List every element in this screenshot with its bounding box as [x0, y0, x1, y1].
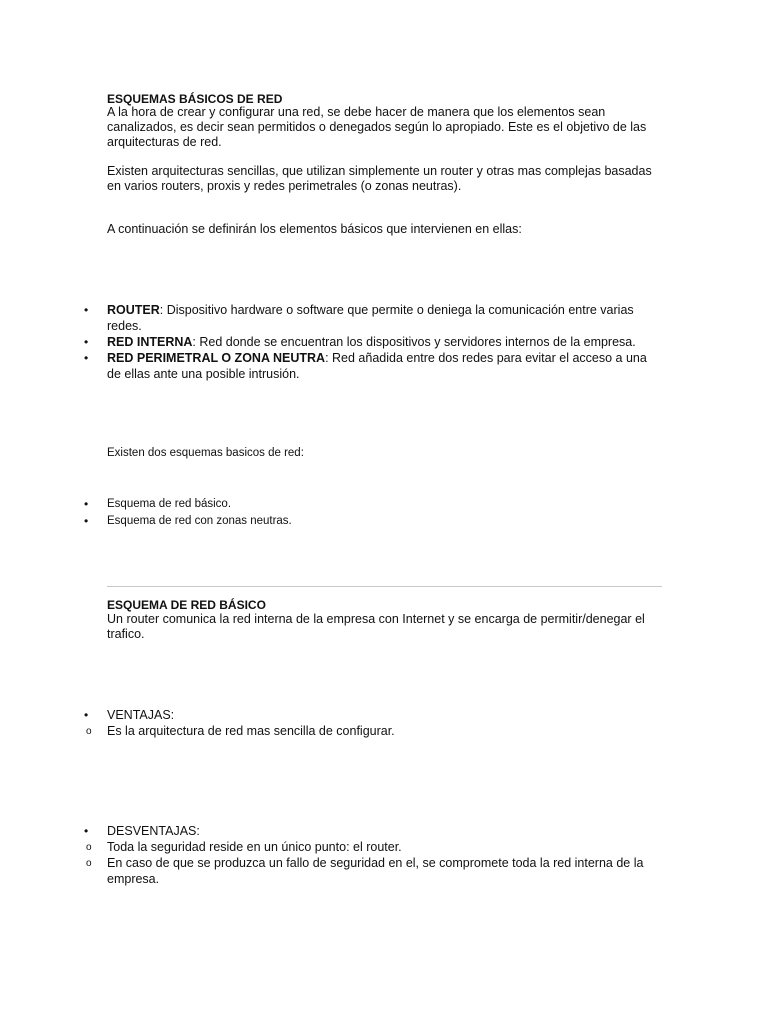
list-item: o Toda la seguridad reside en un único punto: el router.	[86, 840, 402, 854]
bullet-icon: •	[84, 824, 89, 838]
list-item: o Es la arquitectura de red mas sencilla de configurar.	[86, 724, 395, 738]
definition-item	[0, 302, 652, 334]
definition-text: : Dispositivo hardware o software que permite o deniega la comunicación entre varias redes.	[107, 303, 634, 333]
definition-item	[0, 334, 652, 350]
circle-bullet-icon: o	[86, 842, 92, 853]
list-item	[0, 823, 652, 839]
intro-paragraph: A la hora de crear y configurar una red, se debe hacer de manera que los elementos sean canalizados, es decir sean permitidos o denegados según lo apropiado. Este es el objetivo de las arquitecturas de red.	[107, 105, 647, 149]
schemes-list	[0, 496, 768, 530]
circle-bullet-icon: o	[86, 858, 92, 869]
definition-item	[0, 350, 652, 382]
list-item: o En caso de que se produzca un fallo de seguridad en el, se compromete toda la red interna de la empresa.	[86, 856, 644, 886]
advantages-list	[0, 707, 768, 739]
list-item: • Esquema de red con zonas neutras.	[84, 514, 292, 528]
list-item: • Esquema de red básico.	[84, 497, 232, 511]
definition-text: : Red donde se encuentran los dispositivos y servidores internos de la empresa.	[192, 335, 636, 349]
definition-term: RED INTERNA	[107, 335, 193, 349]
disadvantages-list	[0, 823, 768, 887]
basic-scheme-paragraph: Un router comunica la red interna de la empresa con Internet y se encarga de permitir/denegar el trafico.	[107, 612, 645, 641]
bullet-icon: •	[84, 303, 89, 317]
advantages-label: VENTAJAS:	[107, 708, 175, 722]
definitions-list	[0, 302, 768, 382]
elements-intro-paragraph: A continuación se definirán los elementos básicos que intervienen en ellas:	[107, 222, 522, 236]
section-title: ESQUEMAS BÁSICOS DE RED	[107, 92, 283, 106]
schemes-intro: Existen dos esquemas basicos de red:	[107, 447, 304, 459]
circle-bullet-icon: o	[86, 726, 92, 737]
definition-term: ROUTER	[107, 303, 160, 317]
definition-term: RED PERIMETRAL O ZONA NEUTRA	[107, 351, 326, 365]
horizontal-divider	[107, 586, 662, 587]
section-title: ESQUEMA DE RED BÁSICO	[107, 598, 266, 612]
bullet-icon: •	[84, 335, 89, 349]
bullet-icon: •	[84, 514, 89, 528]
bullet-icon: •	[84, 497, 89, 511]
definition-text: : Red añadida entre dos redes para evitar el acceso a una de ellas ante una posible intrusión.	[107, 351, 647, 381]
architectures-paragraph: Existen arquitecturas sencillas, que utilizan simplemente un router y otras mas complejas basadas en varios routers, proxis y redes perimetrales (o zonas neutras).	[107, 164, 652, 193]
list-item	[0, 707, 652, 723]
bullet-icon: •	[84, 708, 89, 722]
bullet-icon: •	[84, 351, 89, 365]
disadvantages-label: DESVENTAJAS:	[107, 824, 200, 838]
